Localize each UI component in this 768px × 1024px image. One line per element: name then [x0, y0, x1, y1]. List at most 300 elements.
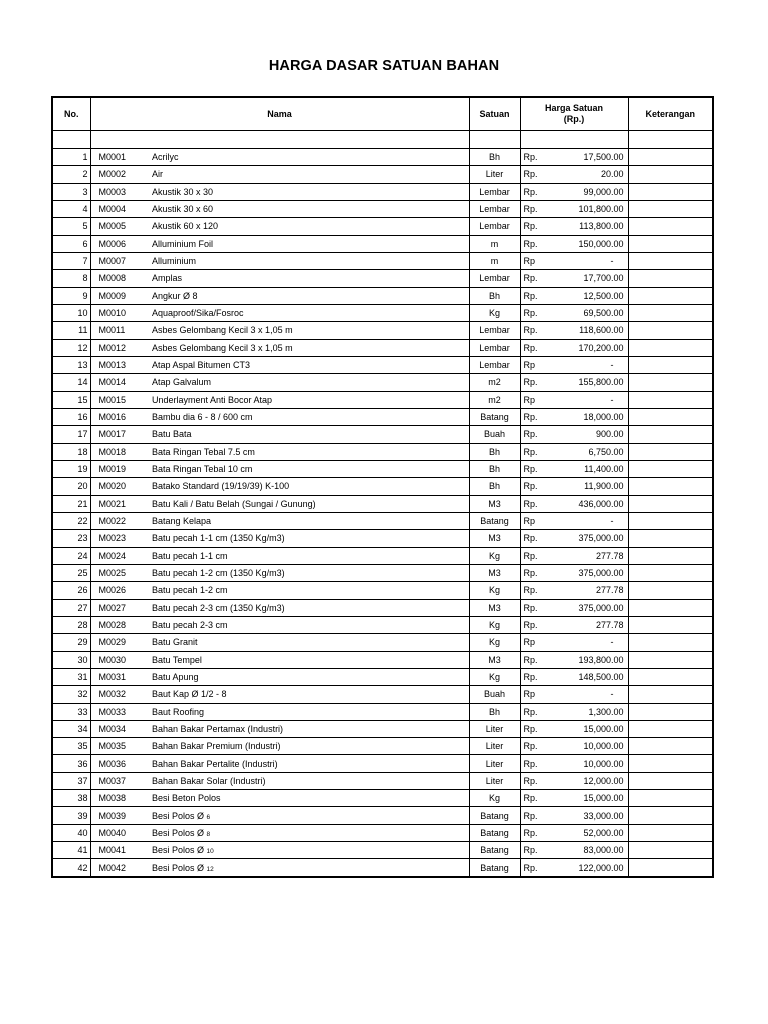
- row-unit: M3: [469, 530, 520, 547]
- row-currency: Rp.: [520, 149, 540, 166]
- row-name: Atap Aspal Bitumen CT3: [150, 356, 469, 373]
- table-row: [52, 270, 713, 287]
- table-row: [52, 755, 713, 772]
- row-keterangan: [628, 408, 713, 425]
- row-unit: Kg: [469, 582, 520, 599]
- row-name: Akustik 30 x 30: [150, 183, 469, 200]
- row-name: Besi Polos Ø 10: [150, 842, 469, 859]
- row-unit: Bh: [469, 443, 520, 460]
- row-price: 193,800.00: [540, 651, 628, 668]
- row-code: M0005: [90, 218, 150, 235]
- row-no: 33: [52, 703, 90, 720]
- table-row: [52, 166, 713, 183]
- row-name: Aquaproof/Sika/Fosroc: [150, 304, 469, 321]
- row-keterangan: [628, 859, 713, 877]
- page-title: HARGA DASAR SATUAN BAHAN: [268, 58, 500, 74]
- row-currency: Rp.: [520, 547, 540, 564]
- row-currency: Rp.: [520, 616, 540, 633]
- row-code: M0021: [90, 495, 150, 512]
- row-keterangan: [628, 530, 713, 547]
- row-keterangan: [628, 252, 713, 269]
- table-row: [52, 200, 713, 217]
- row-price: 118,600.00: [540, 322, 628, 339]
- row-currency: Rp.: [520, 703, 540, 720]
- row-price: 83,000.00: [540, 842, 628, 859]
- row-no: 12: [52, 339, 90, 356]
- row-no: 42: [52, 859, 90, 877]
- row-code: M0028: [90, 616, 150, 633]
- table-row: [52, 634, 713, 651]
- row-price: 148,500.00: [540, 668, 628, 685]
- row-currency: Rp.: [520, 339, 540, 356]
- row-currency: Rp.: [520, 287, 540, 304]
- header-keterangan: Keterangan: [628, 97, 713, 131]
- row-code: M0012: [90, 339, 150, 356]
- row-no: 19: [52, 460, 90, 477]
- row-price: 11,400.00: [540, 460, 628, 477]
- row-currency: Rp.: [520, 495, 540, 512]
- row-currency: Rp.: [520, 738, 540, 755]
- row-name: Asbes Gelombang Kecil 3 x 1,05 m: [150, 322, 469, 339]
- row-currency: Rp.: [520, 772, 540, 789]
- row-name: Alluminium: [150, 252, 469, 269]
- row-unit: Batang: [469, 408, 520, 425]
- row-keterangan: [628, 322, 713, 339]
- row-unit: Kg: [469, 668, 520, 685]
- table-row: [52, 426, 713, 443]
- table-row: [52, 530, 713, 547]
- row-name: Bata Ringan Tebal 10 cm: [150, 460, 469, 477]
- row-no: 41: [52, 842, 90, 859]
- row-unit: Lembar: [469, 356, 520, 373]
- row-price: 33,000.00: [540, 807, 628, 824]
- row-price: 277.78: [540, 582, 628, 599]
- row-no: 11: [52, 322, 90, 339]
- row-keterangan: [628, 686, 713, 703]
- row-currency: Rp: [520, 512, 540, 529]
- row-no: 28: [52, 616, 90, 633]
- table-row: [52, 478, 713, 495]
- row-keterangan: [628, 738, 713, 755]
- table-row: [52, 304, 713, 321]
- table-row: [52, 703, 713, 720]
- row-price: 1,300.00: [540, 703, 628, 720]
- row-keterangan: [628, 720, 713, 737]
- row-currency: Rp.: [520, 218, 540, 235]
- row-no: 38: [52, 790, 90, 807]
- row-currency: Rp.: [520, 460, 540, 477]
- table-row: [52, 391, 713, 408]
- row-price: 436,000.00: [540, 495, 628, 512]
- row-price: 69,500.00: [540, 304, 628, 321]
- table-row: [52, 842, 713, 859]
- row-code: M0003: [90, 183, 150, 200]
- row-no: 39: [52, 807, 90, 824]
- row-name: Batako Standard (19/19/39) K-100: [150, 478, 469, 495]
- row-price: -: [540, 686, 628, 703]
- row-no: 16: [52, 408, 90, 425]
- row-name-size: 10: [206, 848, 214, 856]
- table-row: [52, 408, 713, 425]
- row-code: M0004: [90, 200, 150, 217]
- row-keterangan: [628, 235, 713, 252]
- row-unit: Lembar: [469, 339, 520, 356]
- row-keterangan: [628, 287, 713, 304]
- row-price: 17,700.00: [540, 270, 628, 287]
- row-currency: Rp.: [520, 478, 540, 495]
- row-unit: Liter: [469, 755, 520, 772]
- row-keterangan: [628, 634, 713, 651]
- row-no: 4: [52, 200, 90, 217]
- row-no: 26: [52, 582, 90, 599]
- row-currency: Rp.: [520, 270, 540, 287]
- table-row: [52, 790, 713, 807]
- table-row: [52, 512, 713, 529]
- header-harga-satuan: [520, 97, 628, 131]
- row-no: 24: [52, 547, 90, 564]
- table-row: [52, 443, 713, 460]
- row-no: 25: [52, 564, 90, 581]
- row-keterangan: [628, 824, 713, 841]
- row-name: Angkur Ø 8: [150, 287, 469, 304]
- row-code: M0036: [90, 755, 150, 772]
- table-row: [52, 824, 713, 841]
- row-currency: Rp.: [520, 322, 540, 339]
- row-keterangan: [628, 564, 713, 581]
- row-no: 1: [52, 149, 90, 166]
- row-currency: Rp: [520, 686, 540, 703]
- row-no: 31: [52, 668, 90, 685]
- table-row: [52, 564, 713, 581]
- row-unit: Lembar: [469, 322, 520, 339]
- row-currency: Rp.: [520, 530, 540, 547]
- row-currency: Rp.: [520, 755, 540, 772]
- row-keterangan: [628, 166, 713, 183]
- row-currency: Rp.: [520, 842, 540, 859]
- row-currency: Rp: [520, 391, 540, 408]
- row-name: Air: [150, 166, 469, 183]
- row-price: 150,000.00: [540, 235, 628, 252]
- row-unit: Lembar: [469, 218, 520, 235]
- row-price: 18,000.00: [540, 408, 628, 425]
- row-keterangan: [628, 790, 713, 807]
- row-name: Bahan Bakar Solar (Industri): [150, 772, 469, 789]
- header-no: No.: [52, 97, 90, 131]
- row-currency: Rp.: [520, 651, 540, 668]
- row-price: 6,750.00: [540, 443, 628, 460]
- row-price: -: [540, 634, 628, 651]
- row-keterangan: [628, 304, 713, 321]
- row-price: 12,000.00: [540, 772, 628, 789]
- row-currency: Rp.: [520, 408, 540, 425]
- row-currency: Rp.: [520, 824, 540, 841]
- row-keterangan: [628, 755, 713, 772]
- table-row: [52, 582, 713, 599]
- row-name: Batu Bata: [150, 426, 469, 443]
- row-unit: Buah: [469, 426, 520, 443]
- row-code: M0011: [90, 322, 150, 339]
- row-unit: Liter: [469, 166, 520, 183]
- row-name: Batu Kali / Batu Belah (Sungai / Gunung): [150, 495, 469, 512]
- row-price: -: [540, 356, 628, 373]
- row-currency: Rp.: [520, 582, 540, 599]
- row-unit: Kg: [469, 634, 520, 651]
- row-code: M0006: [90, 235, 150, 252]
- row-no: 17: [52, 426, 90, 443]
- row-name: Alluminium Foil: [150, 235, 469, 252]
- row-price: 101,800.00: [540, 200, 628, 217]
- table-row: [52, 183, 713, 200]
- row-currency: Rp.: [520, 426, 540, 443]
- row-no: 5: [52, 218, 90, 235]
- table-row: [52, 686, 713, 703]
- row-price: 170,200.00: [540, 339, 628, 356]
- row-keterangan: [628, 356, 713, 373]
- row-unit: Liter: [469, 772, 520, 789]
- row-code: M0019: [90, 460, 150, 477]
- table-row: [52, 738, 713, 755]
- row-name: Bahan Bakar Premium (Industri): [150, 738, 469, 755]
- row-name: Batu Apung: [150, 668, 469, 685]
- row-unit: M3: [469, 564, 520, 581]
- row-unit: Batang: [469, 859, 520, 877]
- row-code: M0001: [90, 149, 150, 166]
- table-row: [52, 322, 713, 339]
- row-currency: Rp.: [520, 374, 540, 391]
- row-no: 40: [52, 824, 90, 841]
- row-name: Besi Polos Ø 12: [150, 859, 469, 877]
- row-name: Amplas: [150, 270, 469, 287]
- row-name: Bambu dia 6 - 8 / 600 cm: [150, 408, 469, 425]
- row-code: M0020: [90, 478, 150, 495]
- row-currency: Rp.: [520, 235, 540, 252]
- row-currency: Rp.: [520, 720, 540, 737]
- row-keterangan: [628, 460, 713, 477]
- row-unit: Kg: [469, 790, 520, 807]
- row-code: M0027: [90, 599, 150, 616]
- row-price: 15,000.00: [540, 790, 628, 807]
- row-keterangan: [628, 495, 713, 512]
- row-currency: Rp.: [520, 304, 540, 321]
- row-name: Baut Kap Ø 1/2 - 8: [150, 686, 469, 703]
- table-row: [52, 252, 713, 269]
- row-unit: M3: [469, 495, 520, 512]
- table-row: [52, 235, 713, 252]
- row-code: M0039: [90, 807, 150, 824]
- row-name: Atap Galvalum: [150, 374, 469, 391]
- table-row: [52, 339, 713, 356]
- row-keterangan: [628, 651, 713, 668]
- row-currency: Rp.: [520, 166, 540, 183]
- row-price: 10,000.00: [540, 738, 628, 755]
- row-code: M0015: [90, 391, 150, 408]
- row-name: Batu pecah 2-3 cm (1350 Kg/m3): [150, 599, 469, 616]
- row-name-size: 8: [206, 830, 211, 838]
- row-unit: Liter: [469, 738, 520, 755]
- row-code: M0016: [90, 408, 150, 425]
- row-keterangan: [628, 149, 713, 166]
- spacer-row: [52, 131, 713, 149]
- row-code: M0033: [90, 703, 150, 720]
- row-price: 17,500.00: [540, 149, 628, 166]
- row-name: Acrilyc: [150, 149, 469, 166]
- row-code: M0024: [90, 547, 150, 564]
- row-no: 7: [52, 252, 90, 269]
- row-keterangan: [628, 582, 713, 599]
- row-no: 27: [52, 599, 90, 616]
- row-no: 9: [52, 287, 90, 304]
- row-code: M0040: [90, 824, 150, 841]
- row-unit: Batang: [469, 807, 520, 824]
- row-unit: m2: [469, 391, 520, 408]
- row-no: 14: [52, 374, 90, 391]
- row-keterangan: [628, 218, 713, 235]
- row-name: Batu pecah 1-1 cm (1350 Kg/m3): [150, 530, 469, 547]
- material-price-table: [51, 96, 714, 878]
- row-currency: Rp: [520, 634, 540, 651]
- row-keterangan: [628, 547, 713, 564]
- row-no: 35: [52, 738, 90, 755]
- row-name: Batu pecah 1-1 cm: [150, 547, 469, 564]
- row-unit: Bh: [469, 703, 520, 720]
- row-unit: M3: [469, 651, 520, 668]
- row-unit: Bh: [469, 149, 520, 166]
- row-name: Akustik 60 x 120: [150, 218, 469, 235]
- row-name-size: 6: [206, 813, 211, 821]
- row-keterangan: [628, 200, 713, 217]
- row-price: 52,000.00: [540, 824, 628, 841]
- header-harga-line1: Harga Satuan: [545, 103, 604, 113]
- table-row: [52, 287, 713, 304]
- table-row: [52, 651, 713, 668]
- row-unit: m2: [469, 374, 520, 391]
- table-row: [52, 720, 713, 737]
- row-price: -: [540, 391, 628, 408]
- row-code: M0014: [90, 374, 150, 391]
- row-price: 20.00: [540, 166, 628, 183]
- row-no: 2: [52, 166, 90, 183]
- row-name-size: 12: [206, 865, 214, 873]
- row-code: M0017: [90, 426, 150, 443]
- header-row: [52, 97, 713, 131]
- row-name: Besi Beton Polos: [150, 790, 469, 807]
- row-name: Batu pecah 2-3 cm: [150, 616, 469, 633]
- row-price: 99,000.00: [540, 183, 628, 200]
- row-no: 32: [52, 686, 90, 703]
- row-unit: Bh: [469, 460, 520, 477]
- row-keterangan: [628, 374, 713, 391]
- row-code: M0018: [90, 443, 150, 460]
- row-code: M0029: [90, 634, 150, 651]
- row-no: 8: [52, 270, 90, 287]
- row-code: M0042: [90, 859, 150, 877]
- row-name: Besi Polos Ø 6: [150, 807, 469, 824]
- row-price: -: [540, 512, 628, 529]
- row-unit: Lembar: [469, 270, 520, 287]
- row-unit: Kg: [469, 304, 520, 321]
- table-row: [52, 495, 713, 512]
- row-price: 375,000.00: [540, 564, 628, 581]
- row-price: 11,900.00: [540, 478, 628, 495]
- row-name: Batu Tempel: [150, 651, 469, 668]
- table-row: [52, 772, 713, 789]
- row-keterangan: [628, 512, 713, 529]
- table-row: [52, 859, 713, 877]
- row-keterangan: [628, 599, 713, 616]
- table-row: [52, 807, 713, 824]
- row-code: M0002: [90, 166, 150, 183]
- row-price: 277.78: [540, 616, 628, 633]
- row-no: 36: [52, 755, 90, 772]
- table-row: [52, 547, 713, 564]
- header-nama: Nama: [90, 97, 469, 131]
- row-name: Baut Roofing: [150, 703, 469, 720]
- row-unit: Liter: [469, 720, 520, 737]
- table-row: [52, 356, 713, 373]
- row-name: Batu Granit: [150, 634, 469, 651]
- row-price: 122,000.00: [540, 859, 628, 877]
- row-unit: Batang: [469, 842, 520, 859]
- row-name: Bahan Bakar Pertamax (Industri): [150, 720, 469, 737]
- header-harga-line2: (Rp.): [563, 114, 585, 124]
- row-currency: Rp.: [520, 183, 540, 200]
- row-code: M0007: [90, 252, 150, 269]
- row-unit: Batang: [469, 512, 520, 529]
- row-price: 375,000.00: [540, 599, 628, 616]
- row-currency: Rp.: [520, 790, 540, 807]
- row-no: 21: [52, 495, 90, 512]
- row-currency: Rp: [520, 356, 540, 373]
- row-currency: Rp.: [520, 807, 540, 824]
- row-keterangan: [628, 183, 713, 200]
- row-currency: Rp.: [520, 564, 540, 581]
- row-price: 277.78: [540, 547, 628, 564]
- row-name: Besi Polos Ø 8: [150, 824, 469, 841]
- row-no: 29: [52, 634, 90, 651]
- row-no: 23: [52, 530, 90, 547]
- row-no: 10: [52, 304, 90, 321]
- row-no: 18: [52, 443, 90, 460]
- row-no: 20: [52, 478, 90, 495]
- table-row: [52, 149, 713, 166]
- row-currency: Rp.: [520, 443, 540, 460]
- row-name: Bahan Bakar Pertalite (Industri): [150, 755, 469, 772]
- row-name: Akustik 30 x 60: [150, 200, 469, 217]
- row-unit: Lembar: [469, 183, 520, 200]
- row-keterangan: [628, 772, 713, 789]
- row-unit: Bh: [469, 287, 520, 304]
- header-satuan: Satuan: [469, 97, 520, 131]
- row-code: M0030: [90, 651, 150, 668]
- row-currency: Rp.: [520, 200, 540, 217]
- table-row: [52, 374, 713, 391]
- row-unit: Buah: [469, 686, 520, 703]
- row-keterangan: [628, 443, 713, 460]
- row-name: Batu pecah 1-2 cm (1350 Kg/m3): [150, 564, 469, 581]
- row-no: 3: [52, 183, 90, 200]
- row-price: 12,500.00: [540, 287, 628, 304]
- row-code: M0013: [90, 356, 150, 373]
- table-row: [52, 668, 713, 685]
- row-currency: Rp: [520, 252, 540, 269]
- row-code: M0025: [90, 564, 150, 581]
- row-code: M0041: [90, 842, 150, 859]
- row-code: M0037: [90, 772, 150, 789]
- row-price: 155,800.00: [540, 374, 628, 391]
- row-price: -: [540, 252, 628, 269]
- row-price: 900.00: [540, 426, 628, 443]
- row-no: 30: [52, 651, 90, 668]
